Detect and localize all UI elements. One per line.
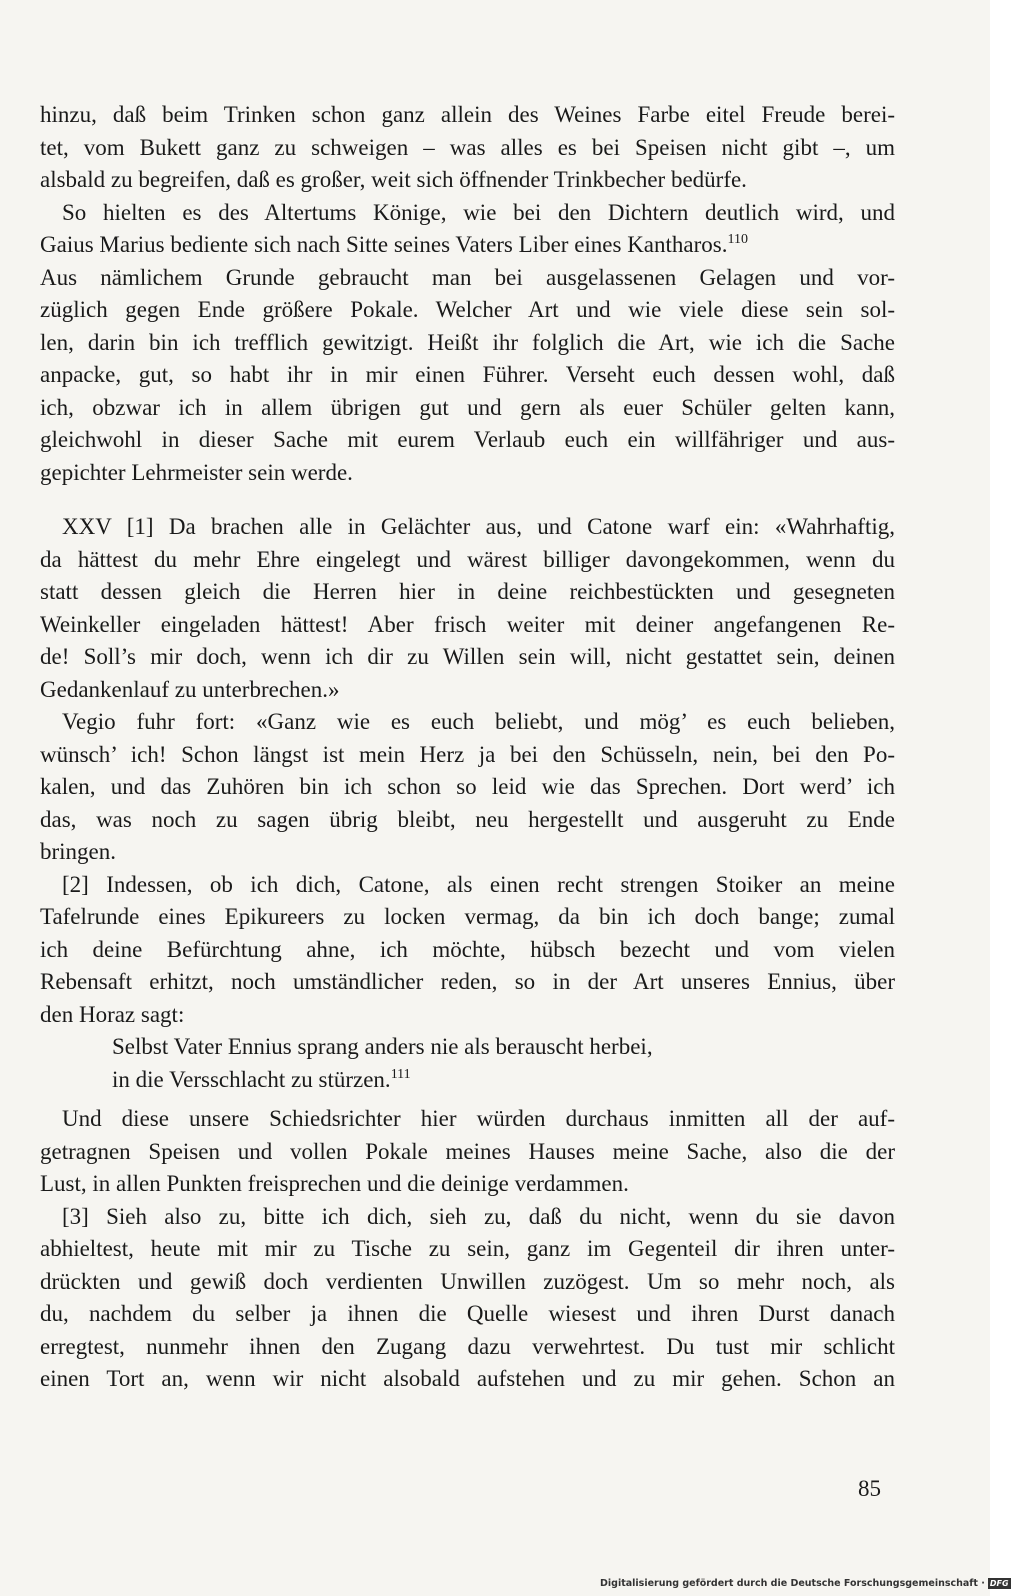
footnote-marker: 110: [727, 232, 748, 247]
text-line: len, darin bin ich trefflich gewitzigt. Heißt ihr folglich die Art, wie ich die Sache: [40, 329, 895, 355]
text-line: bringen.: [40, 839, 117, 864]
text-line: ich deine Befürchtung ahne, ich möchte, hübsch bezecht und vom vielen: [40, 936, 895, 962]
text-line: einen Tort an, wenn wir nicht alsobald aufstehen und zu mir gehen. Schon an: [40, 1366, 895, 1391]
verse-quote: [40, 1031, 895, 1096]
text-line: XXV [1] Da brachen alle in Gelächter aus, und Catone warf ein: «Wahrhaftig,: [62, 514, 895, 539]
text-line: Vegio fuhr fort: «Ganz wie es euch beliebt, und mög’ es euch belieben,: [62, 709, 895, 734]
text-line: tet, vom Bukett ganz zu schweigen – was alles es bei Speisen nicht gibt –, um: [40, 134, 895, 160]
text-fragment: in die Versschlacht zu stürzen.: [112, 1066, 391, 1092]
text-line: Und diese unsere Schiedsrichter hier würden durchaus inmitten all der auf-: [62, 1106, 895, 1131]
paragraph-1: [40, 99, 895, 197]
text-line: züglich gegen Ende größere Pokale. Welcher Art und wie viele diese sein sol-: [40, 297, 895, 322]
text-line: Rebensaft erhitzt, noch umständlicher reden, so in der Art unseres Ennius, über: [40, 969, 895, 994]
text-line: gleichwohl in dieser Sache mit eurem Verlaub euch ein willfähriger und aus-: [40, 427, 895, 452]
text-line: Gedankenlauf zu unterbrechen.»: [40, 676, 340, 702]
paragraph-6: [40, 1103, 895, 1201]
text-line: erregtest, nunmehr ihnen den Zugang dazu verwehrtest. Du tust mir schlicht: [40, 1333, 895, 1359]
text-line: [40, 229, 895, 262]
text-line: So hielten es des Altertums Könige, wie bei den Dichtern deutlich wird, und: [62, 199, 895, 225]
paragraph-2: [40, 197, 895, 490]
body-text: [40, 99, 895, 1396]
text-line: gepichter Lehrmeister sein werde.: [40, 459, 353, 485]
text-line: Lust, in allen Punkten freisprechen und die deinige verdammen.: [40, 1171, 629, 1196]
dfg-logo: DFG: [989, 1579, 1009, 1588]
paragraph-5: [40, 869, 895, 1032]
text-line: hinzu, daß beim Trinken schon ganz allein des Weines Farbe eitel Freude berei-: [40, 102, 895, 127]
text-line: kalen, und das Zuhören bin ich schon so leid wie das Sprechen. Dort werd’ ich: [40, 774, 895, 799]
footnote-marker: 111: [390, 1066, 411, 1082]
page-number: 85: [858, 1476, 881, 1501]
text-line: Weinkeller eingeladen hättest! Aber frisch weiter mit deiner angefangenen Re-: [40, 611, 895, 637]
text-fragment: Gaius Marius bediente sich nach Sitte seines Vaters Liber eines Kantharos.: [40, 232, 728, 257]
text-line: du, nachdem du selber ja ihnen die Quelle wiesest und ihren Durst danach: [40, 1301, 895, 1326]
credit-text: Digitalisierung gefördert durch die Deutsche Forschungsgemeinschaft ·: [600, 1578, 985, 1589]
paragraph-3: [40, 511, 895, 706]
text-line: wünsch’ ich! Schon längst ist mein Herz ja bei den Schüsseln, nein, bei den Po-: [40, 741, 895, 767]
text-line: Tafelrunde eines Epikureers zu locken vermag, da bin ich doch bange; zumal: [40, 904, 895, 929]
text-line: drückten und gewiß doch verdienten Unwillen zuzögest. Um so mehr noch, als: [40, 1268, 895, 1294]
text-line: [3] Sieh also zu, bitte ich dich, sieh zu, daß du nicht, wenn du sie davon: [62, 1203, 895, 1229]
digitization-credit: [600, 1578, 1011, 1589]
text-line: den Horaz sagt:: [40, 1001, 185, 1027]
verse-line: Selbst Vater Ennius sprang anders nie als berauscht herbei,: [112, 1034, 653, 1059]
text-line: Aus nämlichem Grunde gebraucht man bei ausgelassenen Gelagen und vor-: [40, 264, 895, 290]
text-line: [2] Indessen, ob ich dich, Catone, als einen recht strengen Stoiker an meine: [62, 871, 895, 897]
text-line: de! Soll’s mir doch, wenn ich dir zu Willen sein will, nicht gestattet sein, deinen: [40, 644, 895, 669]
verse-line: [40, 1064, 895, 1097]
text-line: anpacke, gut, so habt ihr in mir einen Führer. Verseht euch dessen wohl, daß: [40, 362, 895, 387]
text-line: abhieltest, heute mit mir zu Tische zu sein, ganz im Gegenteil dir ihren unter-: [40, 1236, 895, 1261]
text-line: da hättest du mehr Ehre eingelegt und wärest billiger davongekommen, wenn du: [40, 546, 895, 572]
text-line: alsbald zu begreifen, daß es großer, weit sich öffnender Trinkbecher bedürfe.: [40, 167, 747, 192]
paragraph-4: [40, 706, 895, 869]
text-line: das, was noch zu sagen übrig bleibt, neu hergestellt und ausgeruht zu Ende: [40, 806, 895, 832]
text-line: statt dessen gleich die Herren hier in deine reichbestückten und gesegneten: [40, 579, 895, 604]
text-line: ich, obzwar ich in allem übrigen gut und gern als euer Schüler gelten kann,: [40, 394, 895, 420]
text-line: getragnen Speisen und vollen Pokale meines Hauses meine Sache, also die der: [40, 1138, 895, 1164]
paragraph-7: [40, 1201, 895, 1396]
